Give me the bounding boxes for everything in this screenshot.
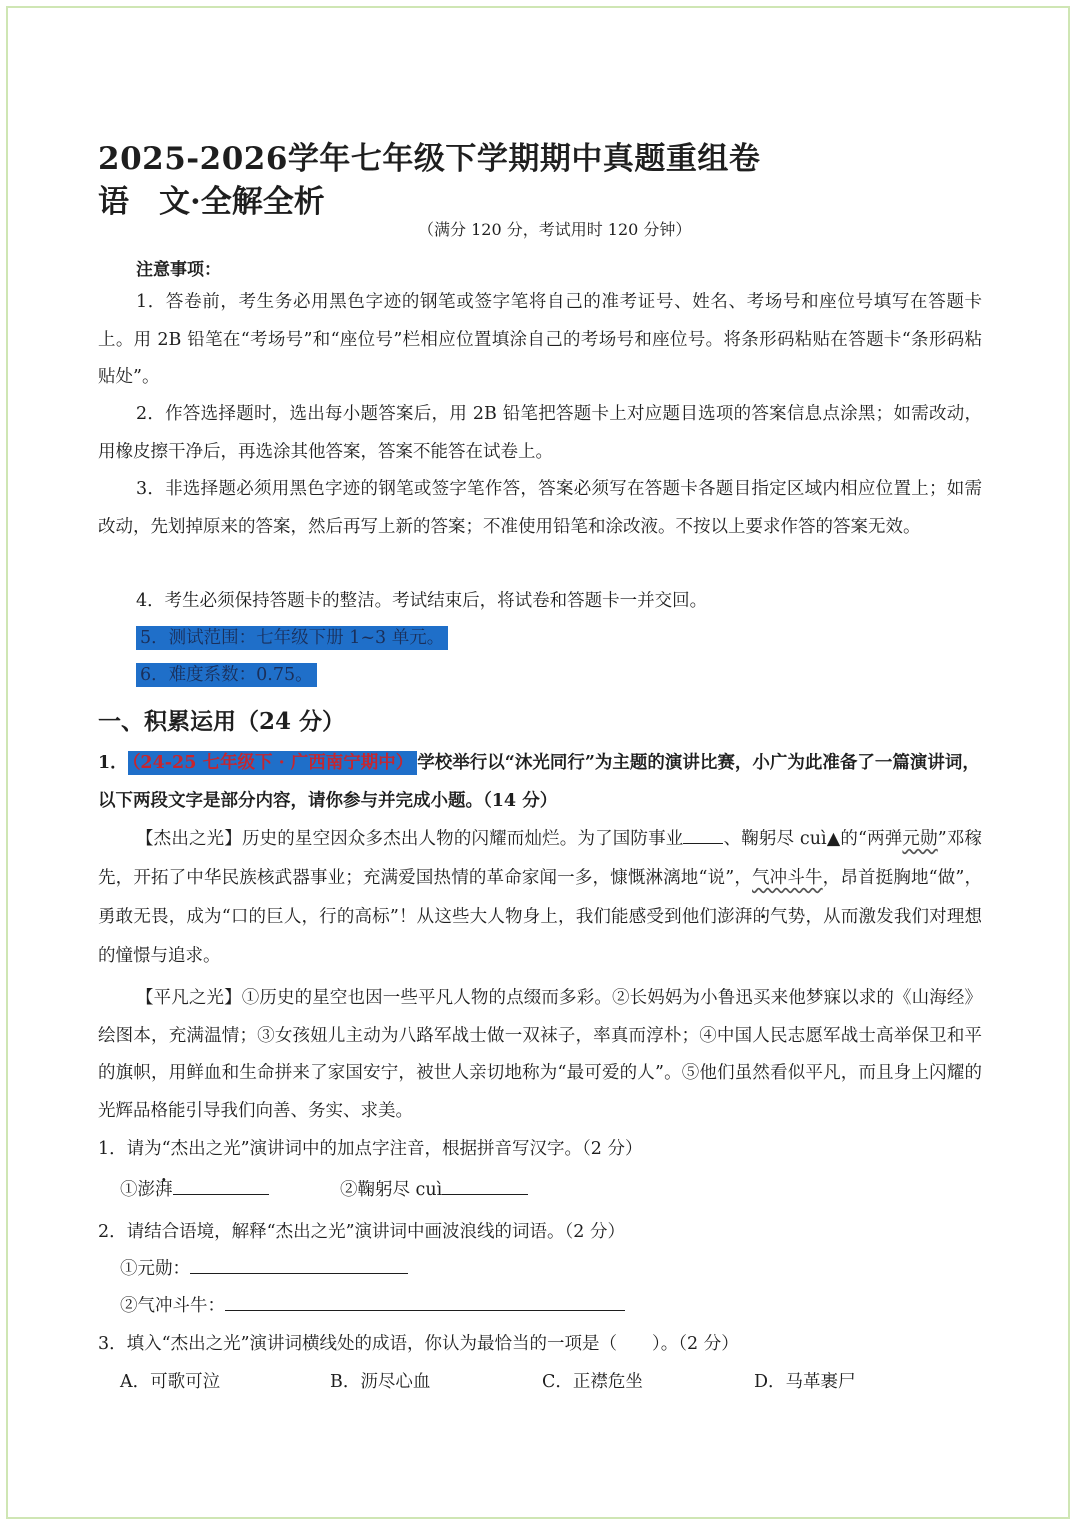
dotted-char-pai: · 湃 [735,907,753,927]
note-6-highlight: 6．难度系数：0.75。 [136,663,317,687]
option-a[interactable]: A．可歌可泣 [120,1372,221,1392]
sub-question-1-item-1 [120,1176,269,1201]
exam-subtitle: （满分 120 分，考试用时 120 分钟） [418,220,692,239]
wavy-word-qichongdouniu: 气冲斗牛 [752,868,823,888]
question-1-intro [98,745,982,820]
answer-blank[interactable] [225,1293,625,1312]
title-line-2 [98,176,325,221]
answer-blank[interactable] [173,1177,269,1196]
passage-ordinary-light: 【平凡之光】①历史的星空也因一些平凡人物的点缀而多彩。②长妈妈为小鲁迅买来他梦寐以求的《山海经》绘图本，充满温情；③女孩妞儿主动为八路军战士做一双袜子，率真而淳朴；④中国人民志愿军战士高举保卫和平的旗帜，用鲜血和生命拼来了家国安宁，被世人亲切地称为“最可爱的人”。⑤他们虽然看似平凡，而且身上闪耀的光辉品格能引导我们向善、务实、求美。 [98,988,982,1121]
option-d[interactable]: D．马革裹尸 [754,1372,856,1392]
question-1-text: 学校举行以“沐光同行”为主题的演讲比赛，小广为此准备了一篇演讲词，以下两段文字是部分内容，请你参与并完成小题。（14 分） [98,753,980,811]
option-c[interactable]: C．正襟危坐 [542,1372,643,1392]
sub-question-2-item-1 [120,1255,408,1280]
sub-question-1-item-2 [340,1176,528,1201]
question-number: 1． [98,753,128,773]
item-2-text: ②鞠躬尽 cuì [340,1180,443,1200]
sub-question-3: 3．填入“杰出之光”演讲词横线处的成语，你认为最恰当的一项是（ ）。（2 分） [98,1334,739,1354]
title-subject-a: 语 [98,184,129,220]
passage-1-part-h: 的气势，从而激发我们对理想的憧憬与追求。 [98,907,983,966]
note-5 [98,620,982,658]
item-1-label: ①元勋： [120,1259,190,1279]
passage-1-part-d: ”邓稼先，开拓了中华民族核武器事业；充满爱国热情的革命家闻一多，慷慨淋漓地“说”， [98,829,983,888]
note-2: 2．作答选择题时，选出每小题答案后，用 2B 铅笔把答题卡上对应题目选项的答案信息点涂黑；如需改动，用橡皮擦干净后，再选涂其他答案，答案不能答在试卷上。 [98,404,982,462]
passage-1-part-f: ，昂首挺胸地“做”，勇敢无畏，成为“口的巨人，行的高标”！从这些大人物身上，我们能感受到他们澎 [98,868,983,927]
sub-question-2: 2．请结合语境，解释“杰出之光”演讲词中画波浪线的词语。（2 分） [98,1222,625,1242]
dotted-char-pai-2: 湃 [155,1180,173,1200]
sub-question-2-item-2 [120,1292,625,1317]
sub-question-1: 1．请为“杰出之光”演讲词中的加点字注音，根据拼音写汉字。（2 分） [98,1139,643,1159]
answer-blank[interactable] [442,1177,528,1196]
question-source-tag: （24-25 七年级下 · 广西南宁期中） [128,751,418,775]
note-3: 3．非选择题必须用黑色字迹的钢笔或签字笔作答，答案必须写在答题卡各题目指定区域内相应位置上；如需改动，先划掉原来的答案，然后再写上新的答案；不准使用铅笔和涂改液。不按以上要求作答的答案无效。 [98,479,982,537]
note-1: 1．答卷前，考生务必用黑色字迹的钢笔或签字笔将自己的准考证号、姓名、考场号和座位号填写在答题卡上。用 2B 铅笔在“考场号”和“座位号”栏相应位置填涂自己的考场号和座位号。将条形码粘贴在答题卡“条形码粘贴处”。 [98,292,982,387]
answer-blank[interactable] [190,1256,408,1275]
passage-blank [683,826,723,845]
item-2-label: ②气冲斗牛： [120,1296,225,1316]
passage-outstanding-light [98,820,982,976]
passage-1-part-b: 、鞠躬尽 cuì▲的“两弹 [723,829,903,849]
notes-heading: 注意事项： [136,260,221,280]
title-subject-b: 文·全解全析 [159,184,325,220]
option-b[interactable]: B．沥尽心血 [330,1372,431,1392]
note-5-highlight: 5．测试范围：七年级下册 1~3 单元。 [136,626,448,650]
item-1-text-a: ①澎 [120,1180,155,1200]
wavy-word-yuanxun: 元勋 [902,829,938,849]
note-6 [98,657,982,695]
title-line-1: 2025-2026学年七年级下学期期中真题重组卷 [98,141,761,177]
passage-1-part-a: 【杰出之光】历史的星空因众多杰出人物的闪耀而灿烂。为了国防事业 [136,829,684,849]
note-4: 4．考生必须保持答题卡的整洁。考试结束后，将试卷和答题卡一并交回。 [136,591,708,611]
section-heading: 一、积累运用（24 分） [98,708,346,735]
